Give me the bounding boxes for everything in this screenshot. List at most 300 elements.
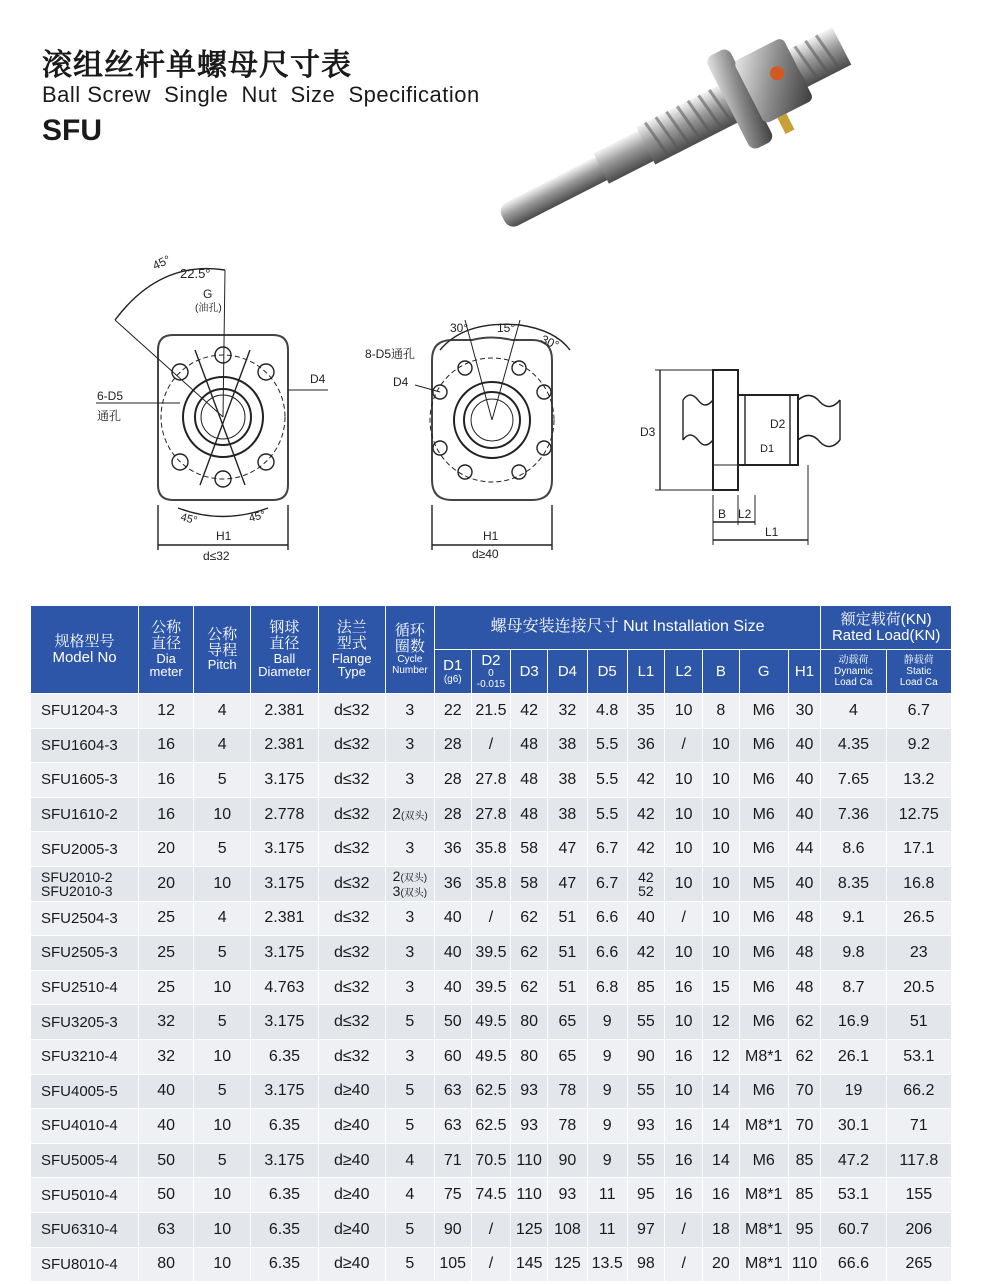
cell-g: M6	[739, 1005, 788, 1040]
cell-l1: 42	[627, 832, 665, 867]
cell-g: M6	[739, 728, 788, 763]
header-d3: D3	[511, 650, 548, 694]
cell-d1: 36	[434, 832, 471, 867]
cell-pitch: 10	[194, 1109, 251, 1144]
cell-model: SFU3210-4	[31, 1039, 139, 1074]
cell-stat: 265	[886, 1247, 951, 1282]
cell-d2: 27.8	[471, 797, 511, 832]
table-row	[31, 763, 952, 798]
cell-dyn: 26.1	[821, 1039, 886, 1074]
cell-flange: d≤32	[318, 866, 385, 901]
header-g: G	[739, 650, 788, 694]
cell-dia: 40	[139, 1109, 194, 1144]
cell-d4: 51	[548, 936, 588, 971]
cell-flange: d≥40	[318, 1143, 385, 1178]
cell-g: M6	[739, 901, 788, 936]
cell-dyn: 16.9	[821, 1005, 886, 1040]
cell-cycle: 3	[385, 694, 434, 729]
cell-h1: 40	[788, 728, 821, 763]
cell-h1: 85	[788, 1143, 821, 1178]
cell-b: 8	[703, 694, 740, 729]
cell-ball: 2.381	[251, 694, 318, 729]
cell-g: M6	[739, 832, 788, 867]
spec-table-body	[31, 694, 952, 1282]
cell-h1: 40	[788, 797, 821, 832]
cell-l1: 55	[627, 1005, 665, 1040]
cell-stat: 26.5	[886, 901, 951, 936]
cell-cycle: 5	[385, 1074, 434, 1109]
cell-h1: 48	[788, 936, 821, 971]
g-label: G	[203, 287, 213, 301]
cell-d3: 62	[511, 936, 548, 971]
table-row	[31, 1005, 952, 1040]
header-l2: L2	[665, 650, 703, 694]
d3-label: D3	[640, 425, 656, 439]
d2-label: D2	[770, 417, 786, 431]
cell-g: M8*1	[739, 1178, 788, 1213]
cell-h1: 40	[788, 866, 821, 901]
cell-d2: 35.8	[471, 866, 511, 901]
cell-model: SFU4010-4	[31, 1109, 139, 1144]
cell-d5: 11	[587, 1178, 627, 1213]
cell-d4: 65	[548, 1005, 588, 1040]
cell-b: 20	[703, 1247, 740, 1282]
cell-flange: d≤32	[318, 797, 385, 832]
cell-pitch: 10	[194, 1247, 251, 1282]
cell-ball: 6.35	[251, 1212, 318, 1247]
cell-d5: 13.5	[587, 1247, 627, 1282]
cell-dyn: 8.6	[821, 832, 886, 867]
cell-model: SFU5010-4	[31, 1178, 139, 1213]
cell-b: 18	[703, 1212, 740, 1247]
table-row	[31, 797, 952, 832]
cell-pitch: 10	[194, 797, 251, 832]
cell-d3: 48	[511, 728, 548, 763]
cell-dyn: 4.35	[821, 728, 886, 763]
cell-d1: 40	[434, 936, 471, 971]
cell-d4: 65	[548, 1039, 588, 1074]
table-row	[31, 936, 952, 971]
d4-label: D4	[393, 375, 409, 389]
cell-stat: 20.5	[886, 970, 951, 1005]
cell-dia: 20	[139, 832, 194, 867]
cell-l1: 42	[627, 936, 665, 971]
cell-b: 16	[703, 1178, 740, 1213]
page-title-cn: 滚组丝杆单螺母尺寸表	[42, 48, 352, 83]
cell-cycle: 4	[385, 1143, 434, 1178]
cell-flange: d≤32	[318, 728, 385, 763]
header-d4: D4	[548, 650, 588, 694]
cell-h1: 44	[788, 832, 821, 867]
angle-label: 22.5°	[180, 266, 211, 281]
cell-d1: 63	[434, 1074, 471, 1109]
holes-label: 8-D5通孔	[365, 347, 416, 361]
cell-pitch: 10	[194, 1178, 251, 1213]
header-h1: H1	[788, 650, 821, 694]
header-rated-load: 额定载荷(KN) Rated Load(KN)	[821, 606, 952, 650]
cell-l2: /	[665, 1247, 703, 1282]
table-row	[31, 694, 952, 729]
cell-d2: 21.5	[471, 694, 511, 729]
cell-h1: 62	[788, 1005, 821, 1040]
cell-flange: d≤32	[318, 970, 385, 1005]
cell-d1: 63	[434, 1109, 471, 1144]
cell-model: SFU5005-4	[31, 1143, 139, 1178]
cell-d5: 9	[587, 1005, 627, 1040]
oil-hole-label: (油孔)	[195, 303, 222, 314]
cell-dyn: 8.35	[821, 866, 886, 901]
cell-stat: 51	[886, 1005, 951, 1040]
cell-b: 15	[703, 970, 740, 1005]
cell-d4: 38	[548, 763, 588, 798]
cell-d4: 38	[548, 797, 588, 832]
cell-ball: 6.35	[251, 1039, 318, 1074]
cell-pitch: 10	[194, 866, 251, 901]
table-row	[31, 1109, 952, 1144]
cell-dyn: 66.6	[821, 1247, 886, 1282]
cell-flange: d≤32	[318, 1005, 385, 1040]
page-title-en: Ball Screw Single Nut Size Specification	[42, 82, 480, 107]
cell-stat: 53.1	[886, 1039, 951, 1074]
cell-model: SFU2504-3	[31, 901, 139, 936]
range-label: d≤32	[203, 549, 230, 563]
cell-ball: 3.175	[251, 763, 318, 798]
header-nut-installation: 螺母安装连接尺寸 Nut Installation Size	[434, 606, 820, 650]
cell-flange: d≥40	[318, 1212, 385, 1247]
header-ball-diameter: 钢球 直径 Ball Diameter	[251, 606, 318, 694]
cell-g: M6	[739, 797, 788, 832]
cell-model: SFU1605-3	[31, 763, 139, 798]
cell-d5: 5.5	[587, 797, 627, 832]
cell-flange: d≥40	[318, 1247, 385, 1282]
cell-ball: 4.763	[251, 970, 318, 1005]
cell-d2: /	[471, 728, 511, 763]
cell-d5: 9	[587, 1074, 627, 1109]
cell-ball: 6.35	[251, 1247, 318, 1282]
cell-g: M8*1	[739, 1109, 788, 1144]
cell-d2: 27.8	[471, 763, 511, 798]
cell-ball: 2.381	[251, 728, 318, 763]
cell-dia: 16	[139, 797, 194, 832]
table-row	[31, 832, 952, 867]
cell-stat: 12.75	[886, 797, 951, 832]
cell-ball: 3.175	[251, 832, 318, 867]
cell-flange: d≥40	[318, 1109, 385, 1144]
cell-cycle: 5	[385, 1005, 434, 1040]
series-title: SFU	[42, 114, 102, 147]
cell-d3: 58	[511, 866, 548, 901]
cell-d1: 28	[434, 797, 471, 832]
cell-l1: 95	[627, 1178, 665, 1213]
cell-b: 14	[703, 1074, 740, 1109]
cell-d2: 49.5	[471, 1039, 511, 1074]
cell-g: M5	[739, 866, 788, 901]
cell-cycle: 2(双头) 3(双头)	[385, 866, 434, 901]
cell-model: SFU3205-3	[31, 1005, 139, 1040]
cell-l1: 85	[627, 970, 665, 1005]
cell-d2: 70.5	[471, 1143, 511, 1178]
cell-g: M6	[739, 936, 788, 971]
cell-d2: /	[471, 901, 511, 936]
cell-d2: 49.5	[471, 1005, 511, 1040]
holes-label: 6-D5	[97, 389, 124, 403]
cell-g: M8*1	[739, 1039, 788, 1074]
cell-l1: 97	[627, 1212, 665, 1247]
cell-l1: 90	[627, 1039, 665, 1074]
cell-l2: 10	[665, 936, 703, 971]
cell-flange: d≤32	[318, 901, 385, 936]
spec-table	[30, 605, 952, 1282]
flange-drawing-large	[415, 320, 570, 550]
header-d1: D1 (g6)	[434, 650, 471, 694]
cell-dyn: 19	[821, 1074, 886, 1109]
cell-d1: 75	[434, 1178, 471, 1213]
cell-l1: 55	[627, 1074, 665, 1109]
cell-stat: 71	[886, 1109, 951, 1144]
cell-b: 10	[703, 728, 740, 763]
cell-l1: 42 52	[627, 866, 665, 901]
angle-label: 30°	[538, 332, 562, 353]
table-row	[31, 1178, 952, 1213]
cell-dyn: 8.7	[821, 970, 886, 1005]
cell-d1: 28	[434, 763, 471, 798]
cell-d4: 38	[548, 728, 588, 763]
cell-dyn: 30.1	[821, 1109, 886, 1144]
cell-d2: 62.5	[471, 1109, 511, 1144]
cell-d4: 51	[548, 901, 588, 936]
cell-dyn: 9.8	[821, 936, 886, 971]
cell-stat: 6.7	[886, 694, 951, 729]
cell-l2: 10	[665, 797, 703, 832]
l2-label: L2	[738, 507, 752, 521]
angle-label: 45°	[150, 252, 173, 273]
cell-d2: 62.5	[471, 1074, 511, 1109]
cell-b: 12	[703, 1039, 740, 1074]
cell-b: 14	[703, 1143, 740, 1178]
cell-dyn: 7.65	[821, 763, 886, 798]
cell-dia: 32	[139, 1039, 194, 1074]
cell-d3: 125	[511, 1212, 548, 1247]
cell-model: SFU2010-2 SFU2010-3	[31, 866, 139, 901]
cell-dyn: 4	[821, 694, 886, 729]
cell-b: 10	[703, 763, 740, 798]
cell-flange: d≤32	[318, 763, 385, 798]
cell-d3: 62	[511, 970, 548, 1005]
cell-d3: 48	[511, 797, 548, 832]
cell-g: M6	[739, 970, 788, 1005]
cell-stat: 23	[886, 936, 951, 971]
cell-l1: 36	[627, 728, 665, 763]
cell-l1: 42	[627, 797, 665, 832]
cell-d4: 78	[548, 1109, 588, 1144]
cell-l2: /	[665, 728, 703, 763]
cell-pitch: 4	[194, 694, 251, 729]
header-flange-type: 法兰 型式 Flange Type	[318, 606, 385, 694]
cell-d1: 60	[434, 1039, 471, 1074]
cell-h1: 85	[788, 1178, 821, 1213]
cell-dyn: 7.36	[821, 797, 886, 832]
cell-d3: 62	[511, 901, 548, 936]
cell-d5: 11	[587, 1212, 627, 1247]
header-pitch: 公称 导程 Pitch	[194, 606, 251, 694]
cell-h1: 48	[788, 970, 821, 1005]
cell-ball: 6.35	[251, 1178, 318, 1213]
header-cycle-number: 循环 圈数 Cycle Number	[385, 606, 434, 694]
cell-d2: 39.5	[471, 970, 511, 1005]
cell-d1: 50	[434, 1005, 471, 1040]
cell-g: M8*1	[739, 1247, 788, 1282]
cell-pitch: 5	[194, 1005, 251, 1040]
cell-g: M6	[739, 694, 788, 729]
cell-h1: 62	[788, 1039, 821, 1074]
cell-flange: d≥40	[318, 1074, 385, 1109]
cell-d5: 6.7	[587, 832, 627, 867]
cell-d3: 80	[511, 1039, 548, 1074]
cell-dia: 80	[139, 1247, 194, 1282]
cell-g: M6	[739, 763, 788, 798]
cell-model: SFU1610-2	[31, 797, 139, 832]
cell-d5: 9	[587, 1143, 627, 1178]
cell-h1: 70	[788, 1074, 821, 1109]
cell-model: SFU8010-4	[31, 1247, 139, 1282]
through-hole-label: 通孔	[97, 409, 122, 423]
cell-d1: 22	[434, 694, 471, 729]
d1-label: D1	[760, 443, 775, 455]
cell-d1: 40	[434, 901, 471, 936]
cell-cycle: 3	[385, 936, 434, 971]
cell-pitch: 5	[194, 1074, 251, 1109]
dimension-drawings	[0, 240, 1000, 580]
cell-cycle: 5	[385, 1212, 434, 1247]
cell-l2: 10	[665, 1005, 703, 1040]
cell-cycle: 3	[385, 832, 434, 867]
cell-d2: /	[471, 1212, 511, 1247]
cell-stat: 66.2	[886, 1074, 951, 1109]
cell-flange: d≤32	[318, 936, 385, 971]
cell-l2: 16	[665, 970, 703, 1005]
cell-ball: 3.175	[251, 1074, 318, 1109]
cell-cycle: 2(双头)	[385, 797, 434, 832]
range-label: d≥40	[472, 547, 499, 561]
header-dynamic-load: 动载荷 Dynamic Load Ca	[821, 650, 886, 694]
cell-model: SFU1604-3	[31, 728, 139, 763]
cell-l1: 42	[627, 763, 665, 798]
cell-model: SFU2505-3	[31, 936, 139, 971]
cell-l1: 35	[627, 694, 665, 729]
angle-label: 45°	[247, 508, 267, 525]
cell-d1: 28	[434, 728, 471, 763]
cell-ball: 3.175	[251, 1143, 318, 1178]
cell-d4: 108	[548, 1212, 588, 1247]
cell-d5: 6.6	[587, 901, 627, 936]
cell-pitch: 5	[194, 763, 251, 798]
cell-d4: 125	[548, 1247, 588, 1282]
cell-model: SFU1204-3	[31, 694, 139, 729]
cell-ball: 3.175	[251, 936, 318, 971]
cell-stat: 206	[886, 1212, 951, 1247]
cell-l1: 55	[627, 1143, 665, 1178]
cell-d3: 93	[511, 1074, 548, 1109]
cell-d3: 110	[511, 1178, 548, 1213]
cell-b: 10	[703, 936, 740, 971]
angle-label: 15°	[497, 321, 516, 335]
header-static-load: 静载荷 Static Load Ca	[886, 650, 951, 694]
cell-ball: 2.381	[251, 901, 318, 936]
cell-dia: 16	[139, 728, 194, 763]
cell-dyn: 53.1	[821, 1178, 886, 1213]
cell-d4: 51	[548, 970, 588, 1005]
cell-dia: 40	[139, 1074, 194, 1109]
cell-flange: d≤32	[318, 694, 385, 729]
cell-pitch: 10	[194, 1039, 251, 1074]
cell-d4: 90	[548, 1143, 588, 1178]
cell-d1: 71	[434, 1143, 471, 1178]
cell-d1: 90	[434, 1212, 471, 1247]
table-row	[31, 1212, 952, 1247]
cell-g: M6	[739, 1074, 788, 1109]
cell-h1: 30	[788, 694, 821, 729]
cell-d5: 6.6	[587, 936, 627, 971]
cell-d2: 39.5	[471, 936, 511, 971]
cell-cycle: 3	[385, 763, 434, 798]
cell-d2: 35.8	[471, 832, 511, 867]
cell-l2: 16	[665, 1178, 703, 1213]
cell-flange: d≥40	[318, 1178, 385, 1213]
cell-d3: 80	[511, 1005, 548, 1040]
cell-dia: 20	[139, 866, 194, 901]
cell-model: SFU6310-4	[31, 1212, 139, 1247]
cell-cycle: 5	[385, 1247, 434, 1282]
cell-b: 10	[703, 901, 740, 936]
table-row	[31, 970, 952, 1005]
cell-model: SFU4005-5	[31, 1074, 139, 1109]
cell-cycle: 3	[385, 1039, 434, 1074]
angle-label: 30°	[450, 321, 469, 335]
cell-dyn: 47.2	[821, 1143, 886, 1178]
cell-dia: 25	[139, 901, 194, 936]
cell-d3: 93	[511, 1109, 548, 1144]
cell-d5: 5.5	[587, 728, 627, 763]
cell-stat: 13.2	[886, 763, 951, 798]
cell-b: 10	[703, 797, 740, 832]
cell-h1: 95	[788, 1212, 821, 1247]
cell-h1: 48	[788, 901, 821, 936]
cell-dia: 16	[139, 763, 194, 798]
cell-d3: 58	[511, 832, 548, 867]
table-row	[31, 728, 952, 763]
cell-b: 10	[703, 866, 740, 901]
cell-d5: 9	[587, 1039, 627, 1074]
h1-label: H1	[216, 529, 232, 543]
cell-dia: 50	[139, 1143, 194, 1178]
cell-flange: d≤32	[318, 1039, 385, 1074]
cell-d4: 47	[548, 866, 588, 901]
cell-d2: 74.5	[471, 1178, 511, 1213]
cell-flange: d≤32	[318, 832, 385, 867]
cell-l2: /	[665, 901, 703, 936]
cell-pitch: 5	[194, 936, 251, 971]
header-model: 规格型号 Model No	[31, 606, 139, 694]
cell-stat: 9.2	[886, 728, 951, 763]
cell-pitch: 5	[194, 1143, 251, 1178]
cell-dia: 63	[139, 1212, 194, 1247]
cell-pitch: 10	[194, 1212, 251, 1247]
cell-d4: 78	[548, 1074, 588, 1109]
cell-b: 12	[703, 1005, 740, 1040]
cell-d3: 48	[511, 763, 548, 798]
cell-stat: 16.8	[886, 866, 951, 901]
cell-d1: 105	[434, 1247, 471, 1282]
